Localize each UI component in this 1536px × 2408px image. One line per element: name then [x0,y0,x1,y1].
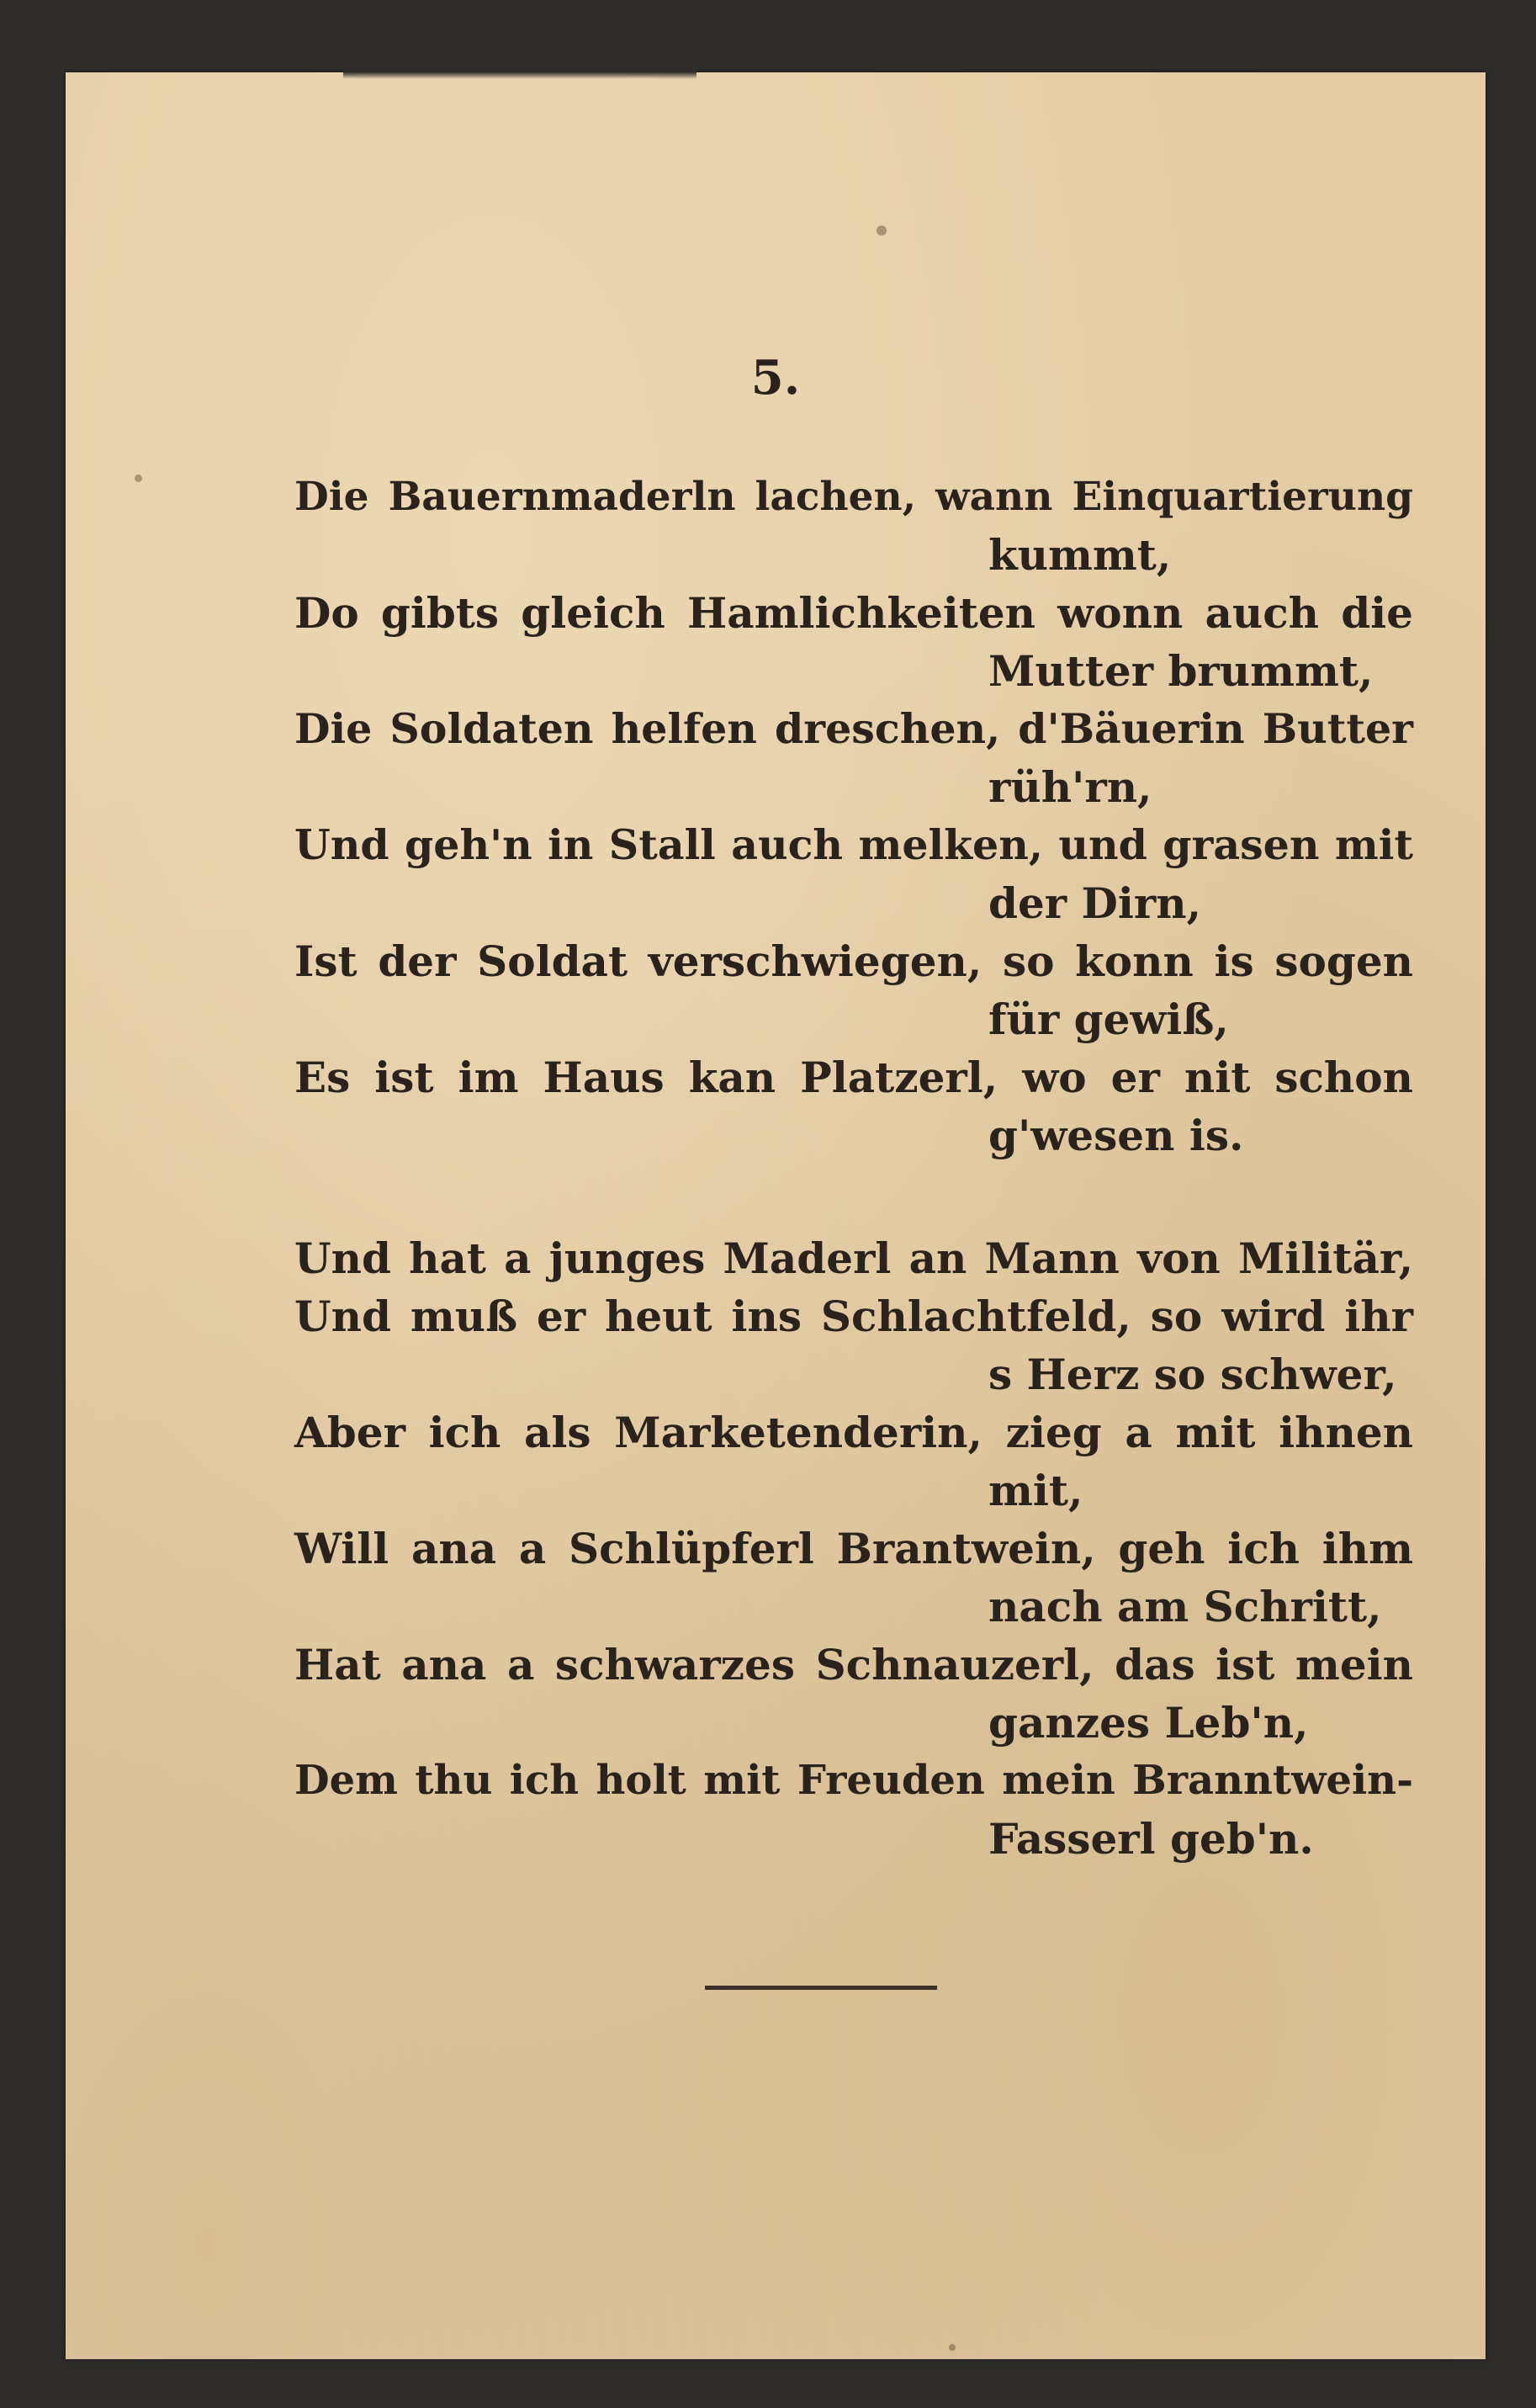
verse-line-continuation: s Herz so schwer, [988,1350,1397,1399]
torn-edge [343,67,696,79]
verse-line-continuation: mit, [988,1466,1083,1515]
verse-line-main: Es ist im Haus kan Platzerl, wo er nit schon [294,1053,1413,1102]
verse-line-main: Und geh'n in Stall auch melken, und grasen mit [294,820,1413,869]
verse-line [294,932,1413,1048]
verse-line-continuation: kummt, [988,530,1172,580]
paper-speck [135,475,142,482]
verse-line [294,1048,1413,1164]
verse-line [294,584,1413,700]
verse-line-main: Und muß er heut ins Schlachtfeld, so wird ihr [294,1292,1413,1341]
verse-line-continuation: g'wesen is. [988,1111,1244,1160]
verse-line-main: Will ana a Schlüpferl Brantwein, geh ich ihm [294,1524,1413,1573]
verse-line-continuation: Fasserl geb'n. [988,1814,1314,1864]
verse-line [294,1520,1413,1636]
document-page [66,72,1486,2359]
page-number: 5. [750,350,801,406]
verse-line-continuation: Mutter brummt, [988,646,1374,696]
verse-line-continuation: nach am Schritt, [988,1582,1382,1631]
end-rule [705,1986,937,1990]
paper-speck [949,2344,956,2351]
verse-line-continuation: rüh'rn, [988,762,1152,812]
verse-line-main: Ist der Soldat verschwiegen, so konn is sogen [294,936,1413,986]
verse-line [294,1403,1413,1520]
verse-line-continuation: für gewiß, [988,994,1229,1044]
verse-line [294,1752,1413,1868]
verse-line [294,700,1413,816]
verse-line-main: Dem thu ich holt mit Freuden mein Branntwein- [294,1757,1413,1804]
verse-line-main: Hat ana a schwarzes Schnauzerl, das ist mein [294,1640,1413,1689]
verse-line-main: Die Bauernmaderln lachen, wann Einquartierung [294,474,1413,520]
verse-line [294,816,1413,932]
stanza-2 [294,1229,1413,1868]
verse-line [294,1229,1413,1287]
paper-speck [877,225,887,236]
stanza-1 [294,468,1413,1164]
verse-line-continuation: der Dirn, [988,878,1201,928]
verse-line [294,468,1413,584]
verse-line-main: Die Soldaten helfen dreschen, d'Bäuerin Butter [294,704,1413,753]
verse-line [294,1287,1413,1403]
verse-line-main: Aber ich als Marketenderin, zieg a mit ihnen [294,1408,1413,1457]
verse-line [294,1636,1413,1752]
verse-line-main: Und hat a junges Maderl an Mann von Militär, [294,1233,1413,1283]
verse-line-continuation: ganzes Leb'n, [988,1698,1309,1748]
verse-line-main: Do gibts gleich Hamlichkeiten wonn auch die [294,588,1413,638]
